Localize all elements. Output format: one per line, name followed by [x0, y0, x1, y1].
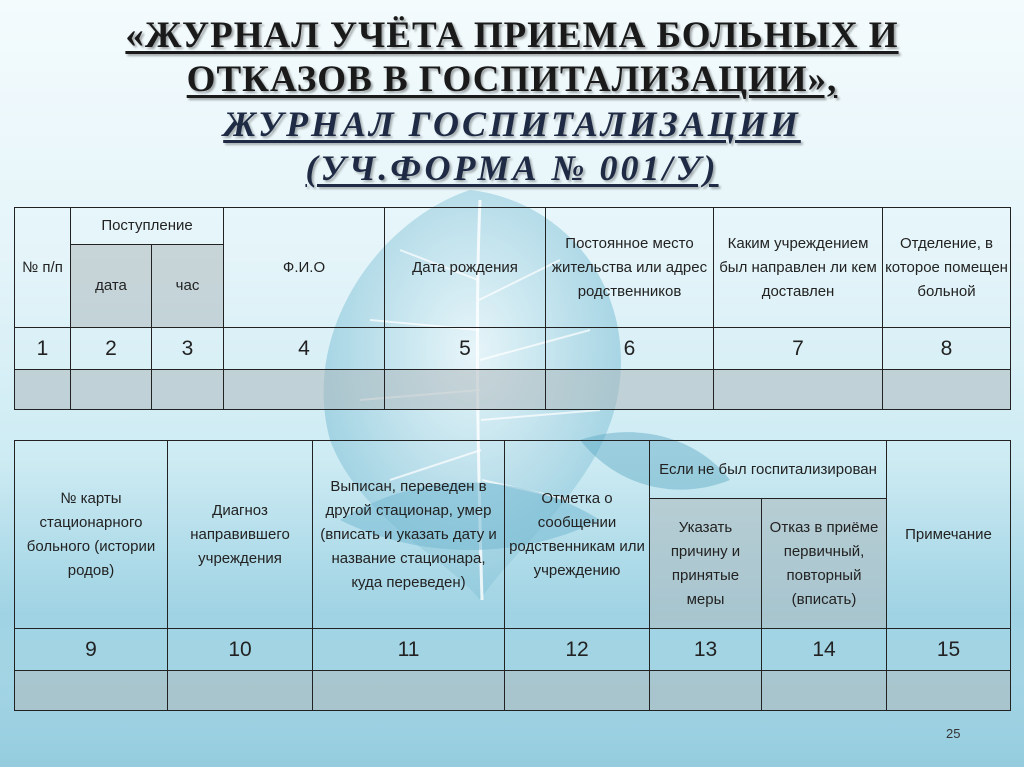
header-num: № п/п — [15, 208, 71, 328]
column-number: 12 — [505, 629, 650, 671]
empty-cell — [168, 671, 313, 711]
journal-table-part-1 — [14, 207, 1011, 410]
page-number: 25 — [946, 726, 961, 741]
column-number: 13 — [650, 629, 762, 671]
header-discharged: Выписан, переведен в другой стационар, умер (вписать и указать дату и название стационара, куда переведен) — [313, 441, 505, 629]
empty-cell — [887, 671, 1011, 711]
title-line-4: (УЧ.ФОРМА № 001/У) — [305, 148, 719, 188]
header-note: Примечание — [887, 441, 1011, 629]
header-reason: Указать причину и принятые меры — [650, 499, 762, 629]
column-number: 8 — [883, 328, 1011, 370]
title-line-2: ОТКАЗОВ В ГОСПИТАЛИЗАЦИИ», — [186, 59, 838, 100]
column-number: 15 — [887, 629, 1011, 671]
page-title — [0, 14, 1024, 190]
header-diagnosis: Диагноз направившего учреждения — [168, 441, 313, 629]
column-number: 3 — [152, 328, 224, 370]
header-department: Отделение, в которое помещен больной — [883, 208, 1011, 328]
column-number: 6 — [546, 328, 714, 370]
column-number: 2 — [71, 328, 152, 370]
empty-cell — [546, 370, 714, 410]
header-birth-date: Дата рождения — [385, 208, 546, 328]
empty-cell — [152, 370, 224, 410]
header-time: час — [152, 245, 224, 328]
empty-cell — [883, 370, 1011, 410]
column-number: 7 — [714, 328, 883, 370]
empty-cell — [224, 370, 385, 410]
header-fio: Ф.И.О — [224, 208, 385, 328]
empty-cell — [650, 671, 762, 711]
column-number: 9 — [15, 629, 168, 671]
journal-table-part-2 — [14, 440, 1011, 711]
header-card-number: № карты стационарного больного (истории родов) — [15, 441, 168, 629]
column-number: 5 — [385, 328, 546, 370]
column-number: 4 — [224, 328, 385, 370]
header-arrival: Поступление — [71, 208, 224, 245]
header-referring-institution: Каким учреждением был направлен ли кем доставлен — [714, 208, 883, 328]
header-residence: Постоянное место жительства или адрес родственников — [546, 208, 714, 328]
header-notification: Отметка о сообщении родственникам или учреждению — [505, 441, 650, 629]
header-not-hospitalized: Если не был госпитализирован — [650, 441, 887, 499]
column-number: 10 — [168, 629, 313, 671]
empty-cell — [505, 671, 650, 711]
empty-cell — [385, 370, 546, 410]
title-line-1: «ЖУРНАЛ УЧЁТА ПРИЕМА БОЛЬНЫХ И — [125, 15, 899, 56]
empty-cell — [15, 671, 168, 711]
column-number: 1 — [15, 328, 71, 370]
empty-cell — [15, 370, 71, 410]
column-number: 11 — [313, 629, 505, 671]
empty-cell — [71, 370, 152, 410]
title-line-3: ЖУРНАЛ ГОСПИТАЛИЗАЦИИ — [223, 104, 801, 144]
empty-cell — [313, 671, 505, 711]
header-refusal: Отказ в приёме первичный, повторный (вписать) — [762, 499, 887, 629]
empty-cell — [714, 370, 883, 410]
empty-cell — [762, 671, 887, 711]
column-number: 14 — [762, 629, 887, 671]
header-date: дата — [71, 245, 152, 328]
